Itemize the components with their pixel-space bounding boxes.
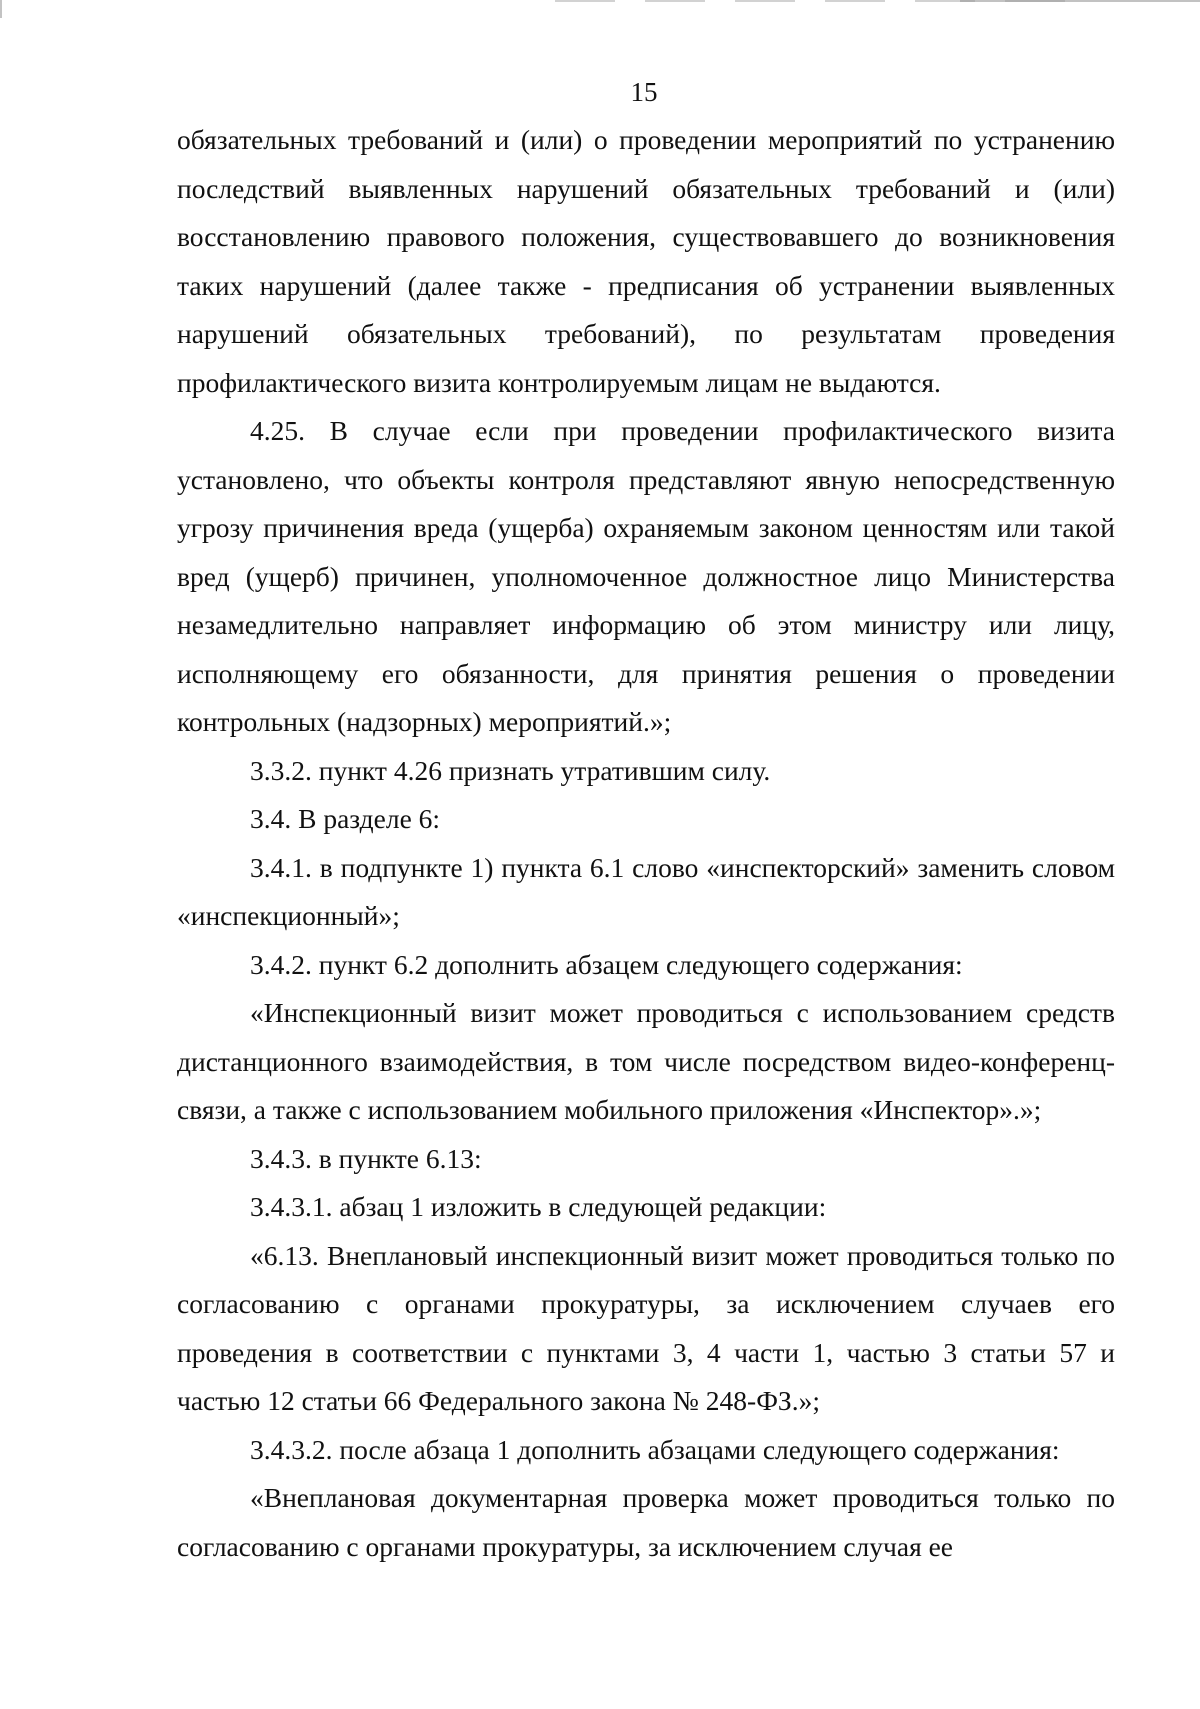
- paragraph: 3.3.2. пункт 4.26 признать утратившим силу.: [250, 754, 771, 786]
- paragraph: 4.25. В случае если при проведении профилактического визита установлено, что объекты контроля представляют явную непосредственную угрозу причинения вреда (ущерба) охраняемым законом ценностям или такой вред (ущерб) причинен, уполномоченное должностное лицо Министерства незамедлительно направляет информацию об этом министру или лицу, исполняющему его обязанности, для принятия решения о проведении контрольных (надзорных) мероприятий.»;: [177, 415, 1115, 737]
- paragraph: 3.4. В разделе 6:: [250, 803, 441, 834]
- page-number: 15: [630, 77, 658, 107]
- paragraph: 3.4.3. в пункте 6.13:: [250, 1142, 482, 1174]
- paragraph: 3.4.2. пункт 6.2 дополнить абзацем следующего содержания:: [250, 948, 963, 980]
- document-body: [177, 116, 1115, 1571]
- paragraph: «6.13. Внеплановый инспекционный визит может проводиться только по согласованию с органами прокуратуры, за исключением случаев его проведения в соответствии с пунктами 3, 4 части 1, частью 3 статьи 57 и частью 12 статьи 66 Федерального закона № 248-ФЗ.»;: [177, 1239, 1115, 1416]
- paragraph: 3.4.3.1. абзац 1 изложить в следующей редакции:: [250, 1191, 827, 1222]
- paragraph: «Инспекционный визит может проводиться с использованием средств дистанционного взаимодействия, в том числе посредством видео-конференц-связи, а также с использованием мобильного приложения «Инспектор».»;: [177, 997, 1115, 1125]
- paragraph: 3.4.1. в подпункте 1) пункта 6.1 слово «инспекторский» заменить словом «инспекционный»;: [177, 851, 1115, 931]
- scan-artifact: [0, 0, 2, 18]
- paragraph: обязательных требований и (или) о проведении мероприятий по устранению последствий выявленных нарушений обязательных требований и (или) восстановлению правового положения, существовавшего до возникновения таких нарушений (далее также - предписания об устранении выявленных нарушений обязательных требований), по результатам проведения профилактического визита контролируемым лицам не выдаются.: [177, 124, 1115, 398]
- paragraph: 3.4.3.2. после абзаца 1 дополнить абзацами следующего содержания:: [250, 1433, 1060, 1465]
- paragraph: «Внеплановая документарная проверка может проводиться только по согласованию с органами прокуратуры, за исключением случая ее: [177, 1482, 1115, 1562]
- scan-artifact: [960, 0, 1200, 2]
